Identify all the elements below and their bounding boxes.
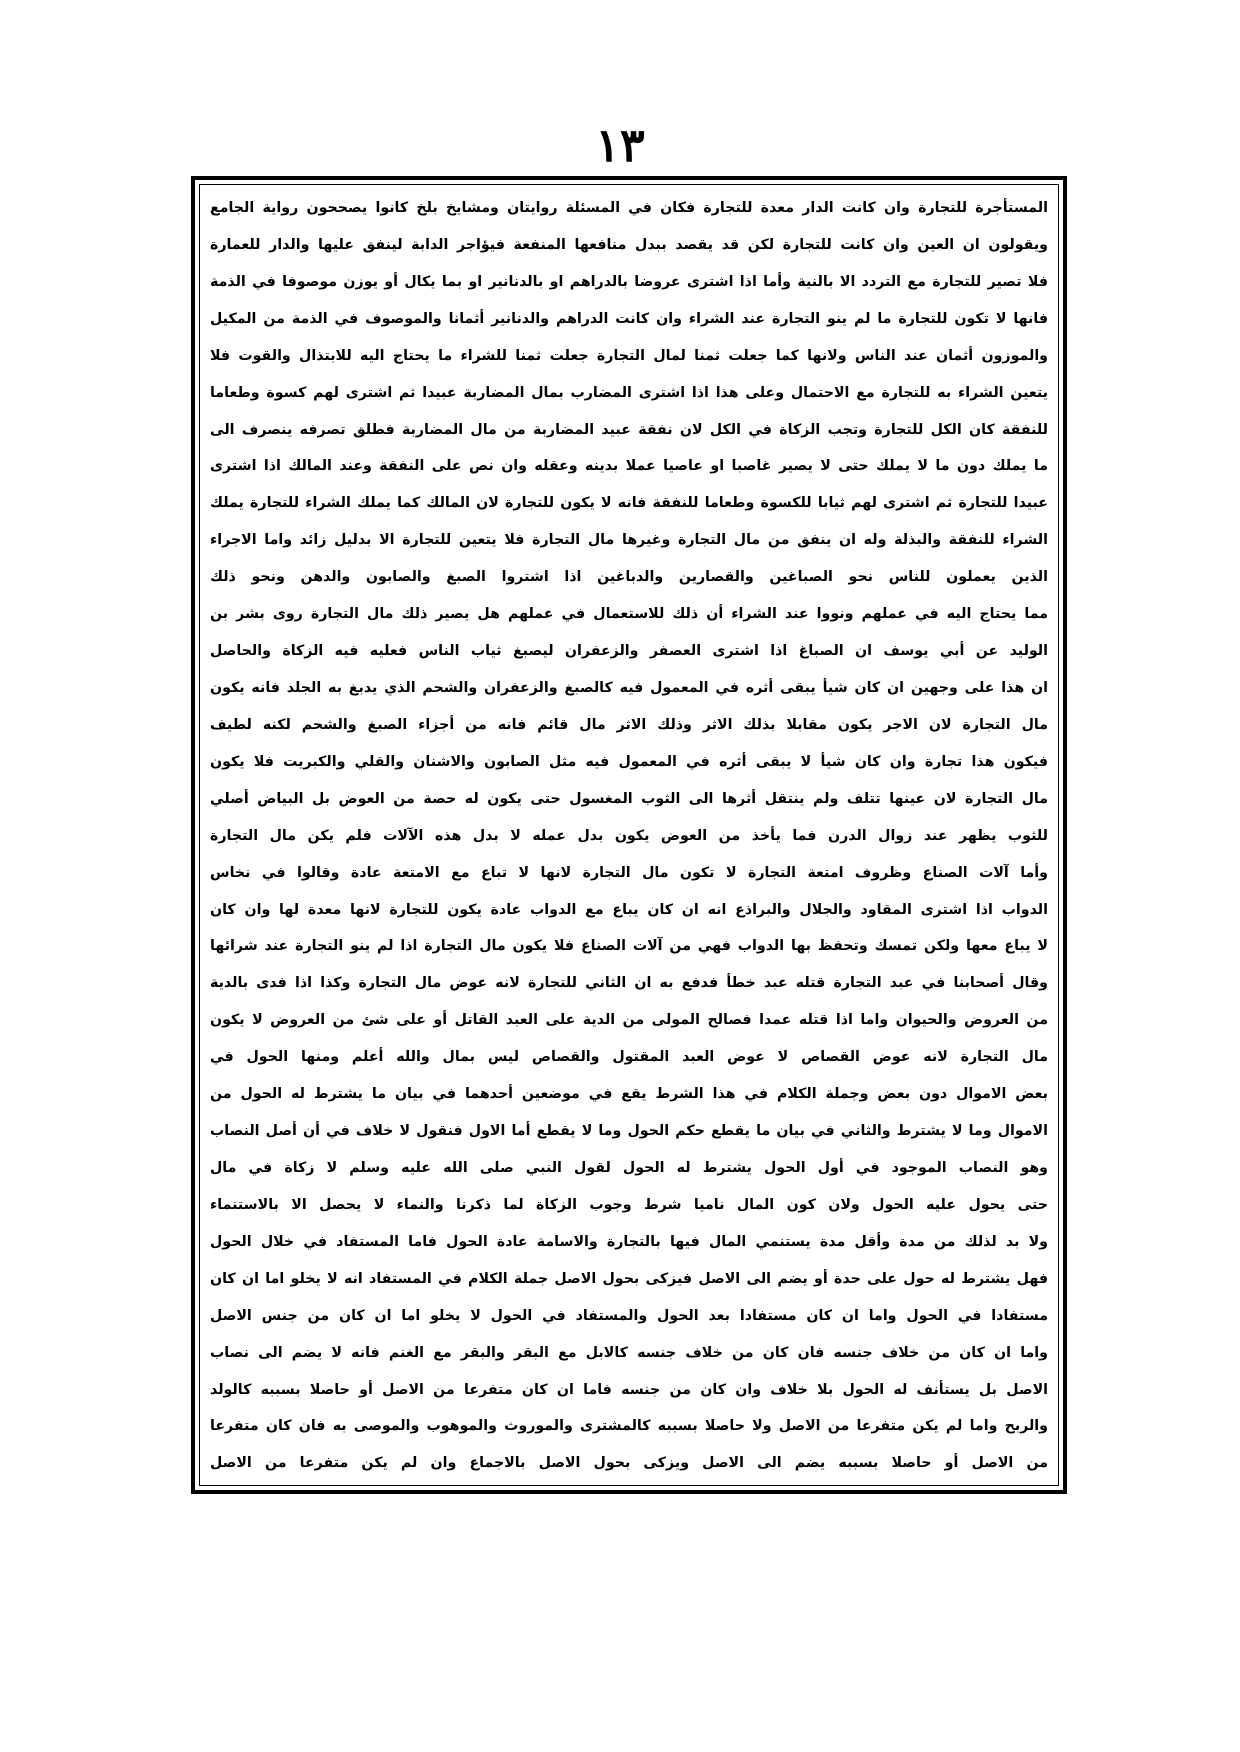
text-line: للثوب يظهر عند زوال الدرن فما يأخذ من العوض يكون بدل عمله لا بدل هذه الآلات فلم يكن مال التجارة <box>210 827 1048 844</box>
text-line: للنفقة كان الكل للتجارة وتجب الزكاة في الكل لان نفقة عبيد المضاربة من مال المضاربة فطلق تصرفه ينصرف الى <box>210 421 1048 438</box>
text-line: الاموال وما لا يشترط والثاني في بيان ما يقطع حكم الحول وما لا يقطع أما الاول فنقول لا خلاف في أن أصل النصاب <box>210 1123 1048 1140</box>
page-number: ١٣ <box>595 118 645 172</box>
text-line: وقال أصحابنا في عبد التجارة قتله عبد خطأ فدفع به ان الثاني للتجارة لانه عوض مال التجارة وكذا اذا فدى بالدية <box>210 975 1048 992</box>
text-line: ما يملك دون ما لا يملك حتى لا يصير غاصبا او عاصيا عملا بدينه وعقله وان نص على النفقة وعند المالك اذا اشترى <box>210 458 1048 475</box>
text-line: مال التجارة لان الاجر يكون مقابلا بذلك الاثر وذلك الاثر مال قائم فانه من أجزاء الصبغ والشحم لكنه لطيف <box>210 716 1048 733</box>
text-line: فيكون هذا تجارة وان كان شيأ لا يبقى أثره في المعمول فيه مثل الصابون والاشنان والقلي والكبريت فلا يكون <box>210 753 1048 770</box>
text-line: ولا بد لذلك من مدة وأقل مدة يستنمي المال فيها بالتجارة والاسامة عادة الحول فاما المستفاد في خلال الحول <box>210 1233 1048 1250</box>
text-line: ويقولون ان العين وان كانت للتجارة لكن قد يقصد ببدل منافعها المنفعة فيؤاجر الدابة لينفق عليها والدار للعمارة <box>210 236 1048 253</box>
text-line: ان هذا على وجهين ان كان شيأ يبقى أثره في المعمول فيه كالصبغ والزعفران والشحم الذي يدبغ به الجلد فانه يكون <box>210 679 1048 696</box>
page-border <box>191 176 1067 1494</box>
text-line: وأما آلات الصناع وظروف امتعة التجارة لا تكون مال التجارة لانها لا تباع مع الامتعة عادة وقالوا في نخاس <box>210 864 1048 881</box>
text-line: وهو النصاب الموجود في أول الحول يشترط له الحول لقول النبي صلى الله عليه وسلم لا زكاة في مال <box>210 1159 1048 1176</box>
text-line: مستفادا في الحول واما ان كان مستفادا بعد الحول والمستفاد في الحول لا يخلو اما ان كان من جنس الاصل <box>210 1307 1048 1324</box>
text-line: المستأجرة للتجارة وان كانت الدار معدة للتجارة فكان في المسئلة روايتان ومشايخ بلخ كانوا يصححون رواية الجامع <box>210 200 1048 216</box>
text-line: مال التجارة لان عينها تتلف ولم ينتقل أثرها الى الثوب المغسول حتى يكون له حصة من العوض بل البياض أصلي <box>210 790 1048 807</box>
text-line: فهل يشترط له حول على حدة أو يضم الى الاصل فيزكى بحول الاصل جملة الكلام في المستفاد انه لا يخلو اما ان كان <box>210 1270 1048 1287</box>
text-line: والموزون أثمان عند الناس ولانها كما جعلت ثمنا لمال التجارة جعلت ثمنا للشراء ما يحتاج اليه للابتذال والقوت فلا <box>210 347 1048 364</box>
text-line: من الاصل أو حاصلا بسببه يضم الى الاصل ويزكى بحول الاصل بالاجماع وان لم يكن متفرعا من الاصل <box>210 1455 1048 1472</box>
text-line: من العروض والحيوان واما اذا قتله عمدا فصالح المولى من الدية على العبد القاتل أو على شئ من العروض لا يكون <box>210 1012 1048 1029</box>
text-line: فانها لا تكون للتجارة ما لم ينو التجارة عند الشراء وان كانت الدراهم والدنانير أثمانا والموصوف في الذمة من المكيل <box>210 310 1048 327</box>
text-line: الدواب اذا اشترى المقاود والجلال والبراذع انه ان كان يباع مع الدواب عادة يكون للتجارة لانها معدة لها وان كان <box>210 901 1048 918</box>
text-line: عبيدا للتجارة ثم اشترى لهم ثيابا للكسوة وطعاما للنفقة فانه لا يكون للتجارة لان المالك كما يملك الشراء للتجارة يملك <box>210 495 1048 512</box>
text-line: واما ان كان من خلاف جنسه فان كان من خلاف جنسه كالابل مع البقر والبقر مع الغنم فانه لا يضم الى نصاب <box>210 1344 1048 1361</box>
text-line: الشراء للنفقة والبذلة وله ان ينفق من مال التجارة وغيرها مال التجارة فلا يتعين للتجارة الا بدليل زائد واما الاجراء <box>210 532 1048 549</box>
text-line: والربح واما لم يكن متفرعا من الاصل ولا حاصلا بسببه كالمشترى والموروث والموهوب والموصى به فان كان متفرعا <box>210 1418 1048 1435</box>
text-block <box>199 184 1059 1486</box>
text-line: مال التجارة لانه عوض القصاص لا عوض العبد المقتول والقصاص ليس بمال والله أعلم ومنها الحول في <box>210 1049 1048 1066</box>
text-line: الاصل بل يستأنف له الحول بلا خلاف وان كان من جنسه فاما ان كان متفرعا من الاصل أو حاصلا بسببه كالولد <box>210 1381 1048 1398</box>
text-line: مما يحتاج اليه في عملهم ونووا عند الشراء أن ذلك للاستعمال في عملهم هل يصير ذلك مال التجارة روى بشر بن <box>210 606 1048 623</box>
text-line: فلا تصير للتجارة مع التردد الا بالنية وأما اذا اشترى عروضا بالدراهم او بالدنانير او بما يكال أو يوزن موصوفا في الذمة <box>210 273 1048 290</box>
text-line: بعض الاموال دون بعض وجملة الكلام في هذا الشرط يقع في موضعين أحدهما في بيان ما يشترط له الحول من <box>210 1086 1048 1103</box>
text-line: الوليد عن أبي يوسف ان الصباغ اذا اشترى العصفر والزعفران ليصبغ ثياب الناس فعليه فيه الزكاة والحاصل <box>210 643 1048 660</box>
text-line: الذين يعملون للناس نحو الصباغين والقصارين والدباغين اذا اشتروا الصبغ والصابون والدهن ونحو ذلك <box>210 569 1048 586</box>
text-line: لا يباع معها ولكن تمسك وتحفظ بها الدواب فهي من آلات الصناع فلا يكون مال التجارة اذا لم ينو التجارة عند شرائها <box>210 938 1048 955</box>
text-line: يتعين الشراء به للتجارة مع الاحتمال وعلى هذا اذا اشترى المضارب بمال المضاربة عبيدا ثم اشترى لهم كسوة وطعاما <box>210 384 1048 401</box>
text-line: حتى يحول عليه الحول ولان كون المال ناميا شرط وجوب الزكاة لما ذكرنا والنماء لا يحصل الا بالاستنماء <box>210 1196 1048 1213</box>
